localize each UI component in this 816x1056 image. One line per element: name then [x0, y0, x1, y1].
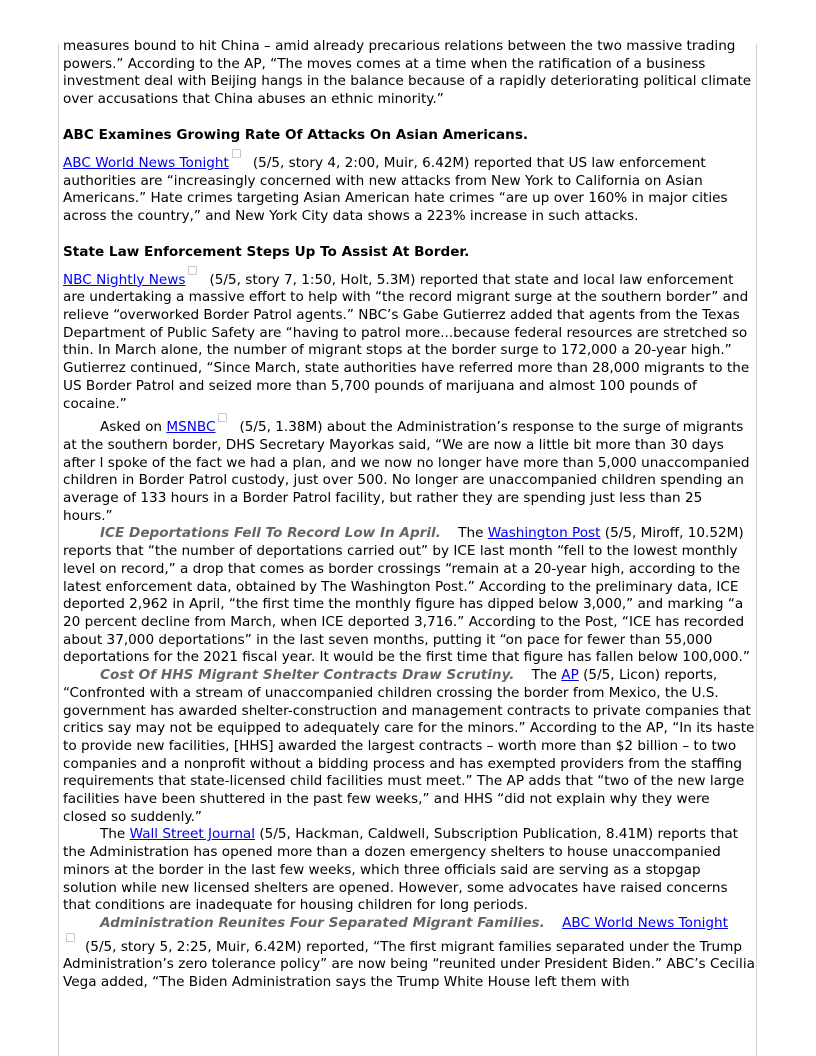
- source-link-msnbc[interactable]: MSNBC: [166, 419, 216, 436]
- paragraph-abc-attacks: [63, 149, 755, 226]
- paragraph-text: The: [100, 826, 126, 843]
- section-heading-asian-american-attacks: ABC Examines Growing Rate Of Attacks On Asian Americans.: [63, 126, 529, 143]
- lead-in-family-reunification: Administration Reunites Four Separated Migrant Families.: [100, 914, 545, 931]
- left-margin-rule: [58, 44, 59, 1056]
- source-link-abc-world-news[interactable]: ABC World News Tonight: [63, 154, 229, 171]
- paragraph-hhs-shelter-contracts: [63, 667, 755, 826]
- external-link-icon: [66, 933, 75, 942]
- external-link-icon: [188, 266, 197, 275]
- document-body: [63, 38, 755, 992]
- paragraph-text: The: [458, 525, 484, 542]
- paragraph-text: Asked on: [100, 419, 163, 436]
- external-link-icon: [232, 149, 241, 158]
- paragraph-text: The: [531, 667, 557, 684]
- paragraph-wsj-shelters: [63, 826, 755, 915]
- source-link-ap[interactable]: AP: [561, 667, 579, 684]
- paragraph-nbc-border: [63, 266, 755, 414]
- paragraph-msnbc-mayorkas: [63, 413, 755, 525]
- section-heading-border-law-enforcement: State Law Enforcement Steps Up To Assist At Border.: [63, 243, 470, 260]
- paragraph-text: (5/5, 1.38M) about the Administration’s response to the surge of migrants at the southern border, DHS Secretary Mayorkas said, “We are now a little bit more than 30 days after I spoke of the fact we had a plan, and we now no longer have more than 5,000 unaccompanied children in Border Patrol custody, just over 500. No longer are unaccompanied children spending an average of 133 hours in a Border Patrol facility, but rather they are spending just less than 25 hours.”: [63, 419, 750, 524]
- source-link-nbc-nightly-news[interactable]: NBC Nightly News: [63, 271, 186, 288]
- paragraph-text: (5/5, story 7, 1:50, Holt, 5.3M) reported that state and local law enforcement are undertaking a massive effort to help with “the record migrant surge at the southern border” and relieve “overworked Border Patrol agents.” NBC’s Gabe Gutierrez added that agents from the Texas Department of Public Safety are “having to patrol more...because federal resources are stretched so thin. In March alone, the number of migrant stops at the border surge to 172,000 a 20-year high.” Gutierrez continued, “Since March, state authorities have referred more than 28,000 migrants to the US Border Patrol and seized more than 5,700 pounds of marijuana and almost 100 pounds of cocaine.”: [63, 271, 750, 412]
- source-link-washington-post[interactable]: Washington Post: [487, 525, 601, 542]
- source-link-abc-world-news[interactable]: ABC World News Tonight: [562, 914, 728, 931]
- paragraph-text: (5/5, story 4, 2:00, Muir, 6.42M) reported that US law enforcement authorities are “increasingly concerned with new attacks from New York to California on Asian Americans.” Hate crimes targeting Asian American hate crimes “are up over 160% in major cities across the country,” and New York City data shows a 223% increase in such attacks.: [63, 154, 728, 224]
- intro-paragraph: measures bound to hit China – amid already precarious relations between the two massive trading powers.” According to the AP, “The moves comes at a time when the ratification of a business investment deal with Beijing hangs in the balance because of a rapidly deteriorating political climate over accusations that China abuses an ethnic minority.”: [63, 38, 752, 108]
- source-link-wall-street-journal[interactable]: Wall Street Journal: [129, 826, 256, 843]
- lead-in-ice-deportations: ICE Deportations Fell To Record Low In April.: [100, 525, 441, 542]
- paragraph-text: (5/5, Miroff, 10.52M) reports that “the number of deportations carried out” by ICE last month “fell to the lowest monthly level on record,” a drop that comes as border crossings “remain at a 20-year high, according to the latest enforcement data, obtained by The Washington Post.” According to the preliminary data, ICE deported 2,962 in April, “the first time the monthly figure has dipped below 3,000,” and marking “a 20 percent decline from March, when ICE deported 3,716.” According to the Post, “ICE has recorded about 37,000 deportations” in the last seven months, putting it “on pace for fewer than 55,000 deportations for the 2021 fiscal year. It would be the first time that figure has fallen below 100,000.”: [63, 525, 750, 666]
- right-margin-rule: [756, 44, 757, 1056]
- paragraph-text: (5/5, Hackman, Caldwell, Subscription Publication, 8.41M) reports that the Administration has opened more than a dozen emergency shelters to house unaccompanied minors at the border in the last few weeks, which three officials said are serving as a stopgap solution while new licensed shelters are opened. However, some advocates have raised concerns that conditions are inadequate for housing children for long periods.: [63, 826, 739, 914]
- paragraph-family-reunification: [63, 915, 755, 992]
- external-link-icon: [218, 413, 227, 422]
- paragraph-text: (5/5, story 5, 2:25, Muir, 6.42M) reported, “The first migrant families separated under the Trump Administration’s zero tolerance policy” are now being “reunited under President Biden.” ABC’s Cecilia Vega added, “The Biden Administration says the Trump White House left them with: [63, 938, 755, 991]
- paragraph-ice-deportations: [63, 525, 755, 667]
- lead-in-hhs-shelter: Cost Of HHS Migrant Shelter Contracts Draw Scrutiny.: [100, 667, 515, 684]
- paragraph-text: (5/5, Licon) reports, “Confronted with a stream of unaccompanied children crossing the border from Mexico, the U.S. government has awarded shelter-construction and management contracts to private companies that critics say may not be equipped to adequately care for the minors.” According to the AP, “In its haste to provide new facilities, [HHS] awarded the largest contracts – worth more than $2 billion – to two companies and a nonprofit without a bidding process and has exempted providers from the staffing requirements that state-licensed child facilities must meet.” The AP adds that “two of the new large facilities have been shuttered in the past few weeks,” and HHS “did not explain why they were closed so suddenly.”: [63, 667, 755, 825]
